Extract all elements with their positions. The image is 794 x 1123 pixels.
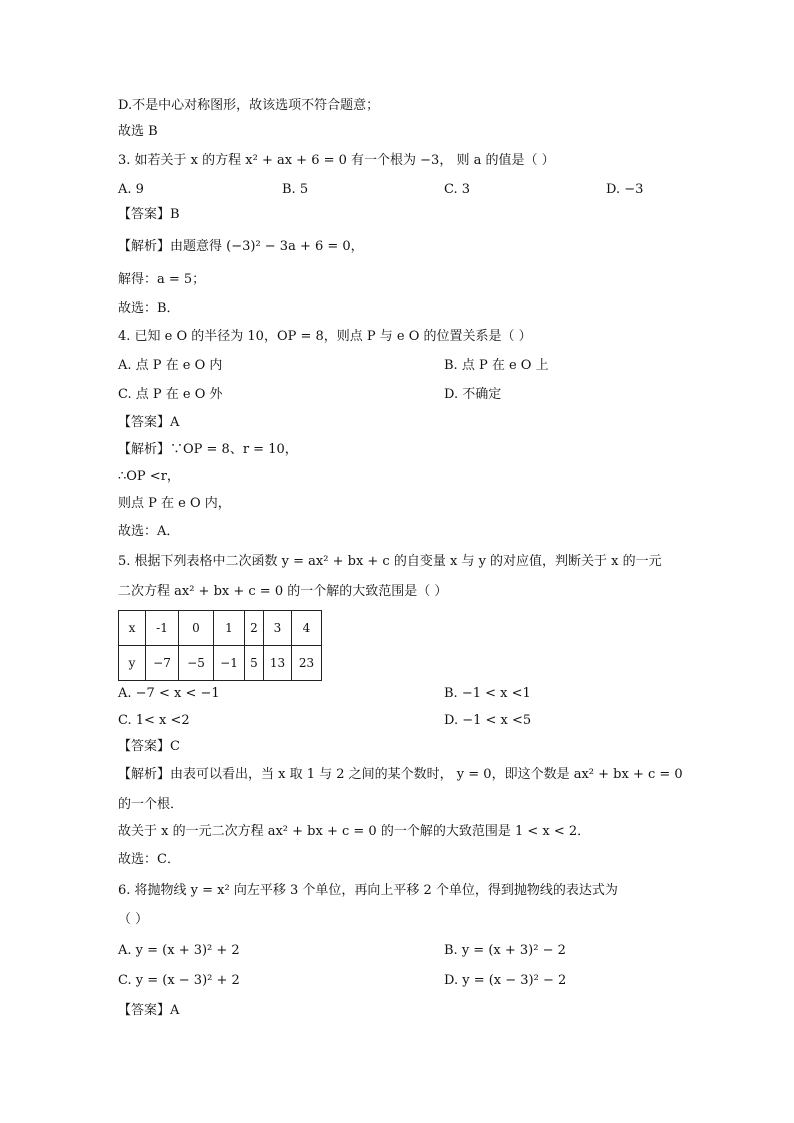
q5-stem-line2: 二次方程 ax² + bx + c = 0 的一个解的大致范围是（ ） — [118, 584, 448, 599]
q4-analysis: 【解析】∵OP = 8、r = 10， — [118, 442, 298, 457]
q2-choice: 故选 B — [118, 124, 158, 139]
q4-option-b: B. 点 P 在 e O 上 — [444, 358, 549, 373]
q5-table-x-cell: 4 — [292, 611, 322, 646]
q3-choice: 故选：B． — [118, 301, 180, 316]
q3-answer: 【答案】B — [118, 207, 180, 222]
q4-option-d: D. 不确定 — [444, 387, 502, 402]
q5-table-row-y — [119, 646, 322, 681]
q6-answer: 【答案】A — [118, 1003, 180, 1018]
q6-stem-line2: （ ） — [118, 912, 149, 927]
q5-choice: 故选：C． — [118, 852, 180, 867]
q3-option-c: C. 3 — [444, 182, 471, 197]
q3-option-d: D. −3 — [606, 182, 644, 197]
q6-option-c: C. y = (x − 3)² + 2 — [118, 973, 240, 988]
q5-table-y-cell: 23 — [292, 646, 322, 681]
q3-analysis: 【解析】由题意得 (−3)² − 3a + 6 = 0， — [118, 239, 364, 254]
q5-table-x-cell: 2 — [245, 611, 264, 646]
q5-table-x-cell: 0 — [179, 611, 214, 646]
q5-table-x-cell: -1 — [146, 611, 179, 646]
q5-analysis-line2: 的一个根． — [118, 797, 184, 812]
q6-option-a: A. y = (x + 3)² + 2 — [118, 943, 240, 958]
q3-solve: 解得：a = 5； — [118, 272, 206, 287]
q5-table-x-cell: 3 — [264, 611, 292, 646]
q5-table-y-cell: 13 — [264, 646, 292, 681]
q6-option-b: B. y = (x + 3)² − 2 — [444, 943, 566, 958]
q4-answer: 【答案】A — [118, 415, 180, 430]
q4-choice: 故选：A． — [118, 524, 180, 539]
q5-analysis-line1: 【解析】由表可以看出，当 x 取 1 与 2 之间的某个数时， y = 0，即这个数是 ax² + bx + c = 0 — [118, 767, 683, 782]
q5-option-c: C. 1< x <2 — [118, 713, 190, 728]
q5-table-y-cell: −5 — [179, 646, 214, 681]
q5-table-x-label: x — [119, 611, 146, 646]
q6-option-d: D. y = (x − 3)² − 2 — [444, 973, 567, 988]
q5-answer: 【答案】C — [118, 739, 180, 754]
q5-conclusion: 故关于 x 的一元二次方程 ax² + bx + c = 0 的一个解的大致范围是 1 < x < 2． — [118, 824, 591, 839]
q2-option-d-explanation: D.不是中心对称图形，故该选项不符合题意； — [118, 98, 380, 113]
q5-option-d: D. −1 < x <5 — [444, 713, 532, 728]
q5-table-y-cell: 5 — [245, 646, 264, 681]
q4-option-c: C. 点 P 在 e O 外 — [118, 387, 223, 402]
q4-option-a: A. 点 P 在 e O 内 — [118, 358, 223, 373]
q5-table-row-x — [119, 611, 322, 646]
q4-conclusion: 则点 P 在 e O 内， — [118, 496, 231, 511]
q5-option-b: B. −1 < x <1 — [444, 686, 531, 701]
q4-stem: 4. 已知 e O 的半径为 10，OP = 8，则点 P 与 e O 的位置关系是（ ） — [118, 329, 532, 344]
q5-table-y-cell: −7 — [146, 646, 179, 681]
q5-value-table — [118, 610, 322, 681]
q5-table-y-label: y — [119, 646, 146, 681]
q3-option-a: A. 9 — [118, 182, 144, 197]
q6-stem-line1: 6. 将抛物线 y = x² 向左平移 3 个单位，再向上平移 2 个单位，得到抛物线的表达式为 — [118, 883, 618, 898]
q3-option-b: B. 5 — [282, 182, 309, 197]
q5-table-x-cell: 1 — [214, 611, 245, 646]
q5-option-a: A. −7 < x < −1 — [118, 686, 220, 701]
q5-stem-line1: 5. 根据下列表格中二次函数 y = ax² + bx + c 的自变量 x 与 y 的对应值，判断关于 x 的一元 — [118, 554, 662, 569]
q3-stem: 3. 如若关于 x 的方程 x² + ax + 6 = 0 有一个根为 −3， 则 a 的值是（ ） — [118, 153, 555, 168]
q5-table-y-cell: −1 — [214, 646, 245, 681]
q4-step: ∴OP <r， — [118, 469, 180, 484]
